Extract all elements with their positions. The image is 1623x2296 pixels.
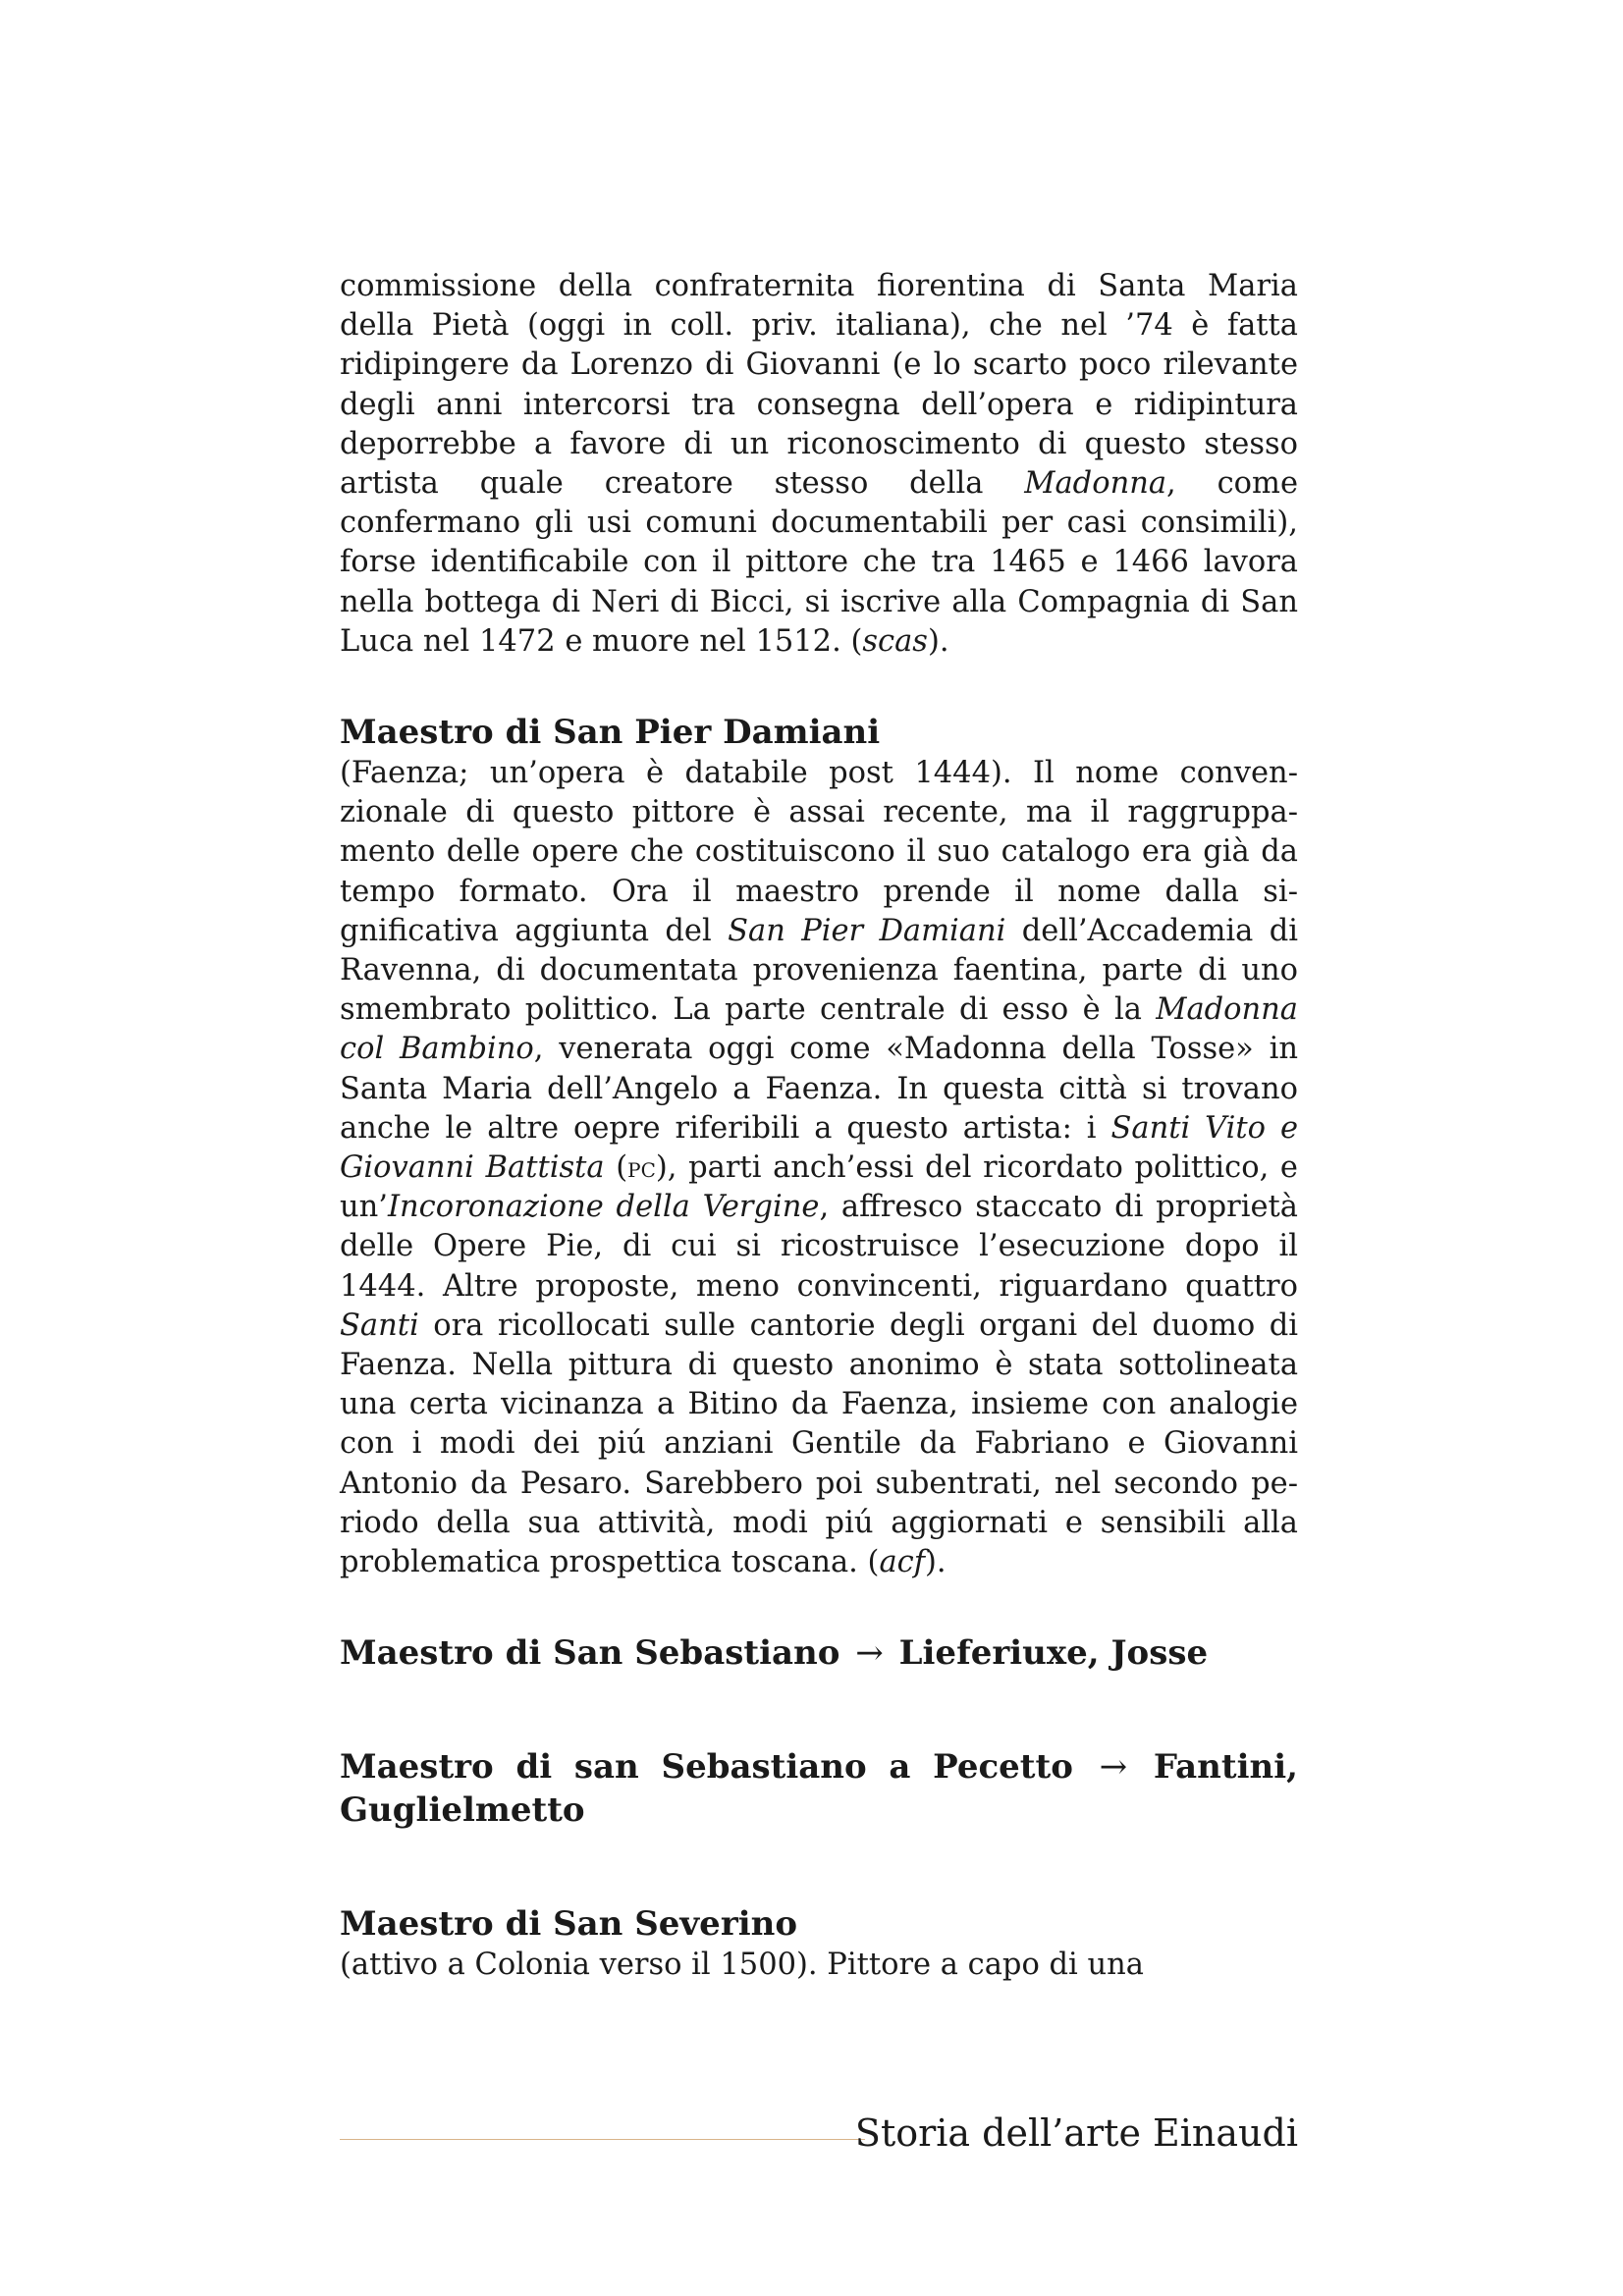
entry-continuation (340, 267, 1298, 662)
entry-maestro-san-pier-damiani (340, 711, 1298, 1582)
text-run: , affresco staccato di proprietà delle Opere Pie, di cui si ricostruisce l’esecuzione dopo il 1444. Altre proposte, meno convincenti, riguardano quattro (340, 1190, 1298, 1304)
text-run: ), parti anch’essi del ricordato polittico, e un’ (340, 1150, 1298, 1225)
cross-reference-target[interactable]: Fantini, Guglielmetto (340, 1747, 1298, 1831)
page-footer (340, 2110, 1298, 2160)
text-run-smallcaps: pc (627, 1151, 656, 1185)
text-run: (attivo a Colonia verso il 1500). Pittore a capo di una (340, 1948, 1144, 1983)
text-run: ). (925, 1545, 947, 1580)
entry-maestro-san-severino (340, 1902, 1298, 1985)
footer-rule (340, 2139, 865, 2140)
text-run-italic: Incoronazione della Vergine (387, 1190, 820, 1225)
entry-text (340, 267, 1298, 662)
cross-reference-arrow-icon: → (855, 1633, 884, 1674)
entry-heading: Maestro di San Severino (340, 1904, 798, 1945)
text-run-italic: Madonna (1024, 466, 1167, 502)
footer-title: Storia dell’arte Einaudi (854, 2111, 1298, 2155)
entry-heading-crossref (340, 1745, 1298, 1832)
text-run-italic: acf (879, 1545, 926, 1580)
entry-heading-title: Maestro di San Sebastiano (340, 1633, 840, 1674)
text-run: ora ricollocati sulle cantorie degli organi del duomo di Faenza. Nella pittura di questo anonimo è stata sottolineata una certa vicinanza a Bitino da Faenza, insieme con analogie con i modi dei piú anziani Gentile da Fabriano e Giovanni Antonio da Pesaro. Sarebbero poi subentrati, nel secondo periodo della sua attività, modi piú aggiornati e sensibili alla problematica prospettica toscana. ( (340, 1308, 1298, 1580)
entry-text (340, 754, 1298, 1582)
text-run-italic: San Pier Damiani (728, 913, 1006, 948)
cross-reference-target[interactable]: Lieferiuxe, Josse (898, 1633, 1209, 1674)
entry-maestro-san-sebastiano-pecetto (340, 1745, 1298, 1832)
text-run: , venerata oggi come «Madonna della Tosse» in Santa Maria dell’Angelo a Faenza. In questa città si trovano anche le altre oepre riferibili a questo artista: i (340, 1032, 1298, 1146)
text-run-italic: Santi Vito e Giovanni Battista (340, 1110, 1298, 1186)
cross-reference-arrow-icon: → (1099, 1747, 1128, 1788)
text-run: ( (604, 1150, 628, 1186)
entry-maestro-san-sebastiano (340, 1631, 1298, 1675)
text-run-italic: scas (862, 623, 928, 659)
text-run: (Faenza; un’opera è databile post 1444). Il nome convenzionale di questo pittore è assai recente, ma il raggruppamento delle opere che costituiscono il suo catalogo era già da tempo formato. Ora il maestro prende il nome dalla significativa aggiunta del (340, 756, 1298, 948)
text-run-italic: Santi (340, 1308, 419, 1343)
text-run: ). (927, 623, 949, 659)
entry-heading: Maestro di San Pier Damiani (340, 713, 881, 753)
entry-heading-title: Maestro di san Sebastiano a Pecetto (340, 1747, 1073, 1788)
text-run: , come confermano gli usi comuni documentabili per casi consimili), forse identificabile con il pittore che tra 1465 e 1466 lavora nella bottega di Neri di Bicci, si iscrive alla Compagnia di San Luca nel 1472 e muore nel 1512. ( (340, 466, 1298, 659)
text-run-italic: Madonna col Bambino (340, 992, 1298, 1067)
text-run: commissione della confraternita fiorentina di Santa Maria della Pietà (oggi in coll. priv. italiana), che nel ’74 è fatta ridipingere da Lorenzo di Giovanni (e lo scarto poco rilevante degli anni intercorsi tra consegna dell’opera e ridipintura deporrebbe a favore di un riconoscimento di questo stesso artista quale creatore stesso della (340, 269, 1298, 502)
entry-text (340, 1946, 1298, 1985)
entry-heading-crossref (340, 1631, 1298, 1675)
text-run: dell’Accademia di Ravenna, di documentata provenienza faentina, parte di uno smembrato polittico. La parte centrale di esso è la (340, 913, 1298, 1028)
page-body (340, 267, 1298, 1986)
